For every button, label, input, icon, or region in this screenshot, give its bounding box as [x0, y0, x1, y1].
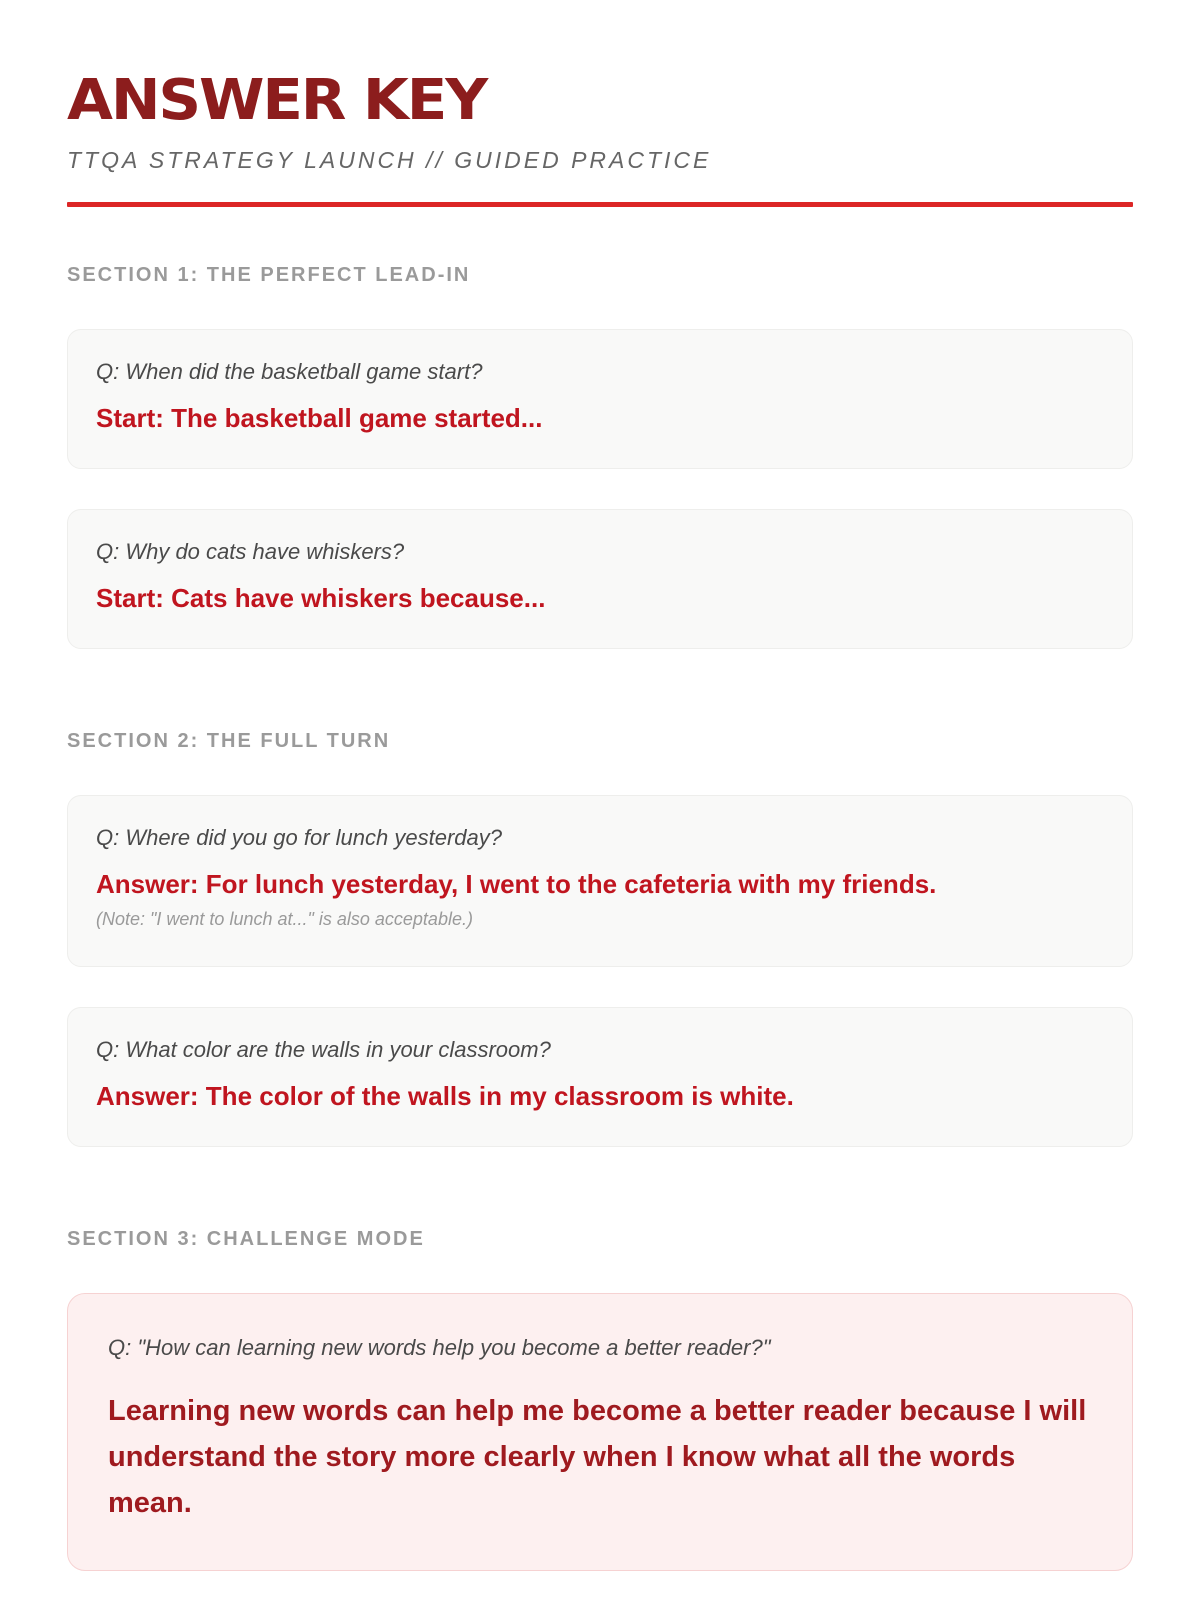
- section-2-card-1: [67, 795, 1133, 967]
- question-text: Q: When did the basketball game start?: [96, 359, 483, 384]
- section-1-card-1: [67, 329, 1133, 469]
- question-text: Q: Why do cats have whiskers?: [96, 539, 405, 564]
- question-text: Q: Where did you go for lunch yesterday?: [96, 825, 502, 850]
- section-2-label: SECTION 2: THE FULL TURN: [67, 730, 391, 752]
- answer-text: Answer: The color of the walls in my classroom is white.: [96, 1081, 794, 1111]
- challenge-card: [67, 1293, 1133, 1571]
- challenge-answer: Learning new words can help me become a better reader because I will understand the story more clearly when I know what all the words mean.: [108, 1395, 1087, 1519]
- section-3-label: SECTION 3: CHALLENGE MODE: [67, 1228, 425, 1250]
- answer-text: Start: Cats have whiskers because...: [96, 583, 546, 613]
- section-2-card-2: [67, 1007, 1133, 1147]
- question-text: Q: What color are the walls in your classroom?: [96, 1037, 551, 1062]
- challenge-question: Q: "How can learning new words help you become a better reader?": [108, 1335, 771, 1360]
- answer-text: Answer: For lunch yesterday, I went to the cafeteria with my friends.: [96, 869, 937, 899]
- page-subtitle: TTQA STRATEGY LAUNCH // GUIDED PRACTICE: [67, 147, 712, 173]
- page-title: ANSWER KEY: [67, 68, 487, 133]
- section-1-card-2: [67, 509, 1133, 649]
- answer-text: Start: The basketball game started...: [96, 403, 543, 433]
- answer-note: (Note: "I went to lunch at..." is also acceptable.): [96, 909, 473, 929]
- section-1-label: SECTION 1: THE PERFECT LEAD-IN: [67, 264, 471, 286]
- title-divider: [67, 202, 1133, 207]
